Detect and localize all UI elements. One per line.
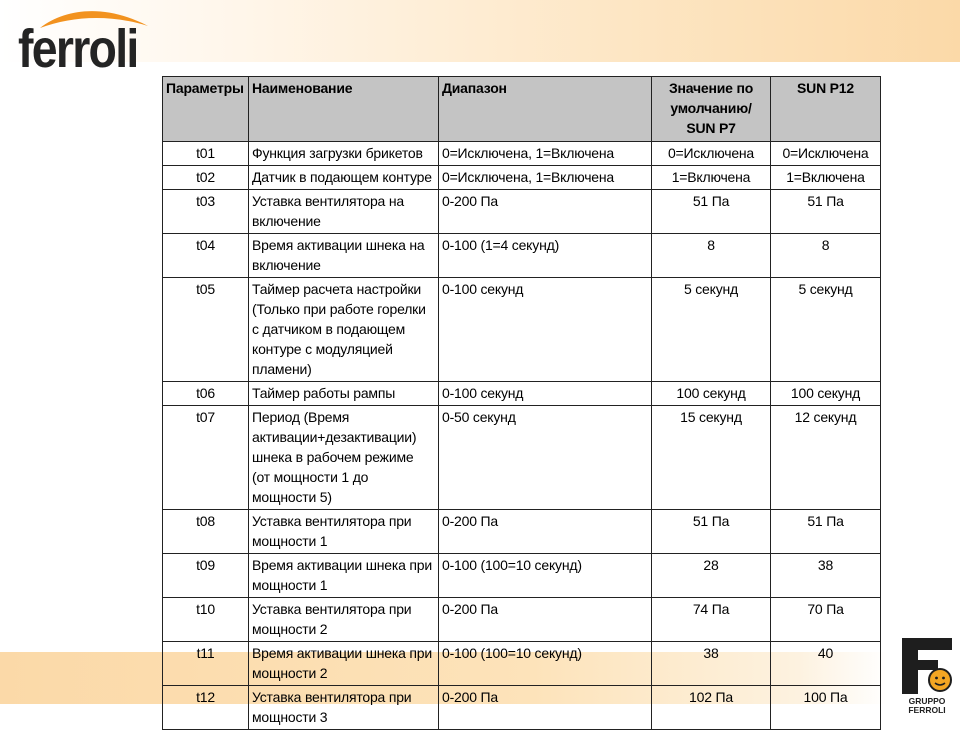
gruppo-ferroli-logo	[898, 636, 956, 716]
param-range: 0-200 Па	[439, 598, 652, 642]
parameters-table-container	[162, 76, 880, 725]
param-name: Уставка вентилятора на включение	[249, 190, 439, 234]
param-range: 0-200 Па	[439, 686, 652, 730]
param-name: Уставка вентилятора при мощности 2	[249, 598, 439, 642]
logo-wordmark: ferroli	[18, 19, 138, 79]
table-row	[163, 510, 881, 554]
header-parameters: Параметры	[163, 77, 249, 142]
param-name: Уставка вентилятора при мощности 3	[249, 686, 439, 730]
table-row	[163, 234, 881, 278]
param-range: 0-200 Па	[439, 510, 652, 554]
param-code: t10	[163, 598, 249, 642]
param-p12: 1=Включена	[771, 166, 881, 190]
table-row	[163, 166, 881, 190]
ferroli-logo	[6, 6, 162, 84]
param-code: t05	[163, 278, 249, 382]
header-name: Наименование	[249, 77, 439, 142]
param-range: 0-100 секунд	[439, 278, 652, 382]
table-row	[163, 382, 881, 406]
param-p12: 8	[771, 234, 881, 278]
param-range: 0-200 Па	[439, 190, 652, 234]
param-code: t02	[163, 166, 249, 190]
param-range: 0-50 секунд	[439, 406, 652, 510]
param-p12: 51 Па	[771, 190, 881, 234]
param-default-p7: 5 секунд	[652, 278, 771, 382]
table-row	[163, 190, 881, 234]
param-p12: 38	[771, 554, 881, 598]
header-p12: SUN P12	[771, 77, 881, 142]
param-p12: 70 Па	[771, 598, 881, 642]
brand-caption-line2: FERROLI	[908, 705, 946, 715]
param-range: 0=Исключена, 1=Включена	[439, 166, 652, 190]
brand-caption	[898, 697, 956, 715]
param-name: Таймер работы рампы	[249, 382, 439, 406]
param-range: 0-100 (100=10 секунд)	[439, 642, 652, 686]
param-default-p7: 102 Па	[652, 686, 771, 730]
param-range: 0-100 секунд	[439, 382, 652, 406]
param-p12: 40	[771, 642, 881, 686]
table-row	[163, 278, 881, 382]
param-default-p7: 51 Па	[652, 190, 771, 234]
brand-caption-line1: GRUPPO	[908, 696, 946, 706]
table-header-row	[163, 77, 881, 142]
table-row	[163, 642, 881, 686]
ferroli-f-mark-icon	[898, 636, 956, 696]
param-p12: 100 Па	[771, 686, 881, 730]
param-code: t03	[163, 190, 249, 234]
param-name: Функция загрузки брикетов	[249, 142, 439, 166]
param-default-p7: 51 Па	[652, 510, 771, 554]
table-row	[163, 406, 881, 510]
param-p12: 12 секунд	[771, 406, 881, 510]
param-default-p7: 74 Па	[652, 598, 771, 642]
param-code: t07	[163, 406, 249, 510]
param-code: t12	[163, 686, 249, 730]
param-default-p7: 8	[652, 234, 771, 278]
param-range: 0=Исключена, 1=Включена	[439, 142, 652, 166]
param-p12: 0=Исключена	[771, 142, 881, 166]
table-row	[163, 554, 881, 598]
param-default-p7: 100 секунд	[652, 382, 771, 406]
param-default-p7: 1=Включена	[652, 166, 771, 190]
header-default-p7: Значение по умолчанию/ SUN P7	[652, 77, 771, 142]
param-code: t11	[163, 642, 249, 686]
param-code: t08	[163, 510, 249, 554]
param-name: Таймер расчета настройки (Только при работе горелки с датчиком в подающем контуре с модуляцией пламени)	[249, 278, 439, 382]
param-name: Время активации шнека на включение	[249, 234, 439, 278]
param-code: t04	[163, 234, 249, 278]
table-row	[163, 598, 881, 642]
param-default-p7: 38	[652, 642, 771, 686]
param-p12: 51 Па	[771, 510, 881, 554]
param-default-p7: 15 секунд	[652, 406, 771, 510]
param-name: Период (Время активации+дезактивации) шнека в рабочем режиме (от мощности 1 до мощности 5)	[249, 406, 439, 510]
param-name: Датчик в подающем контуре	[249, 166, 439, 190]
param-name: Время активации шнека при мощности 1	[249, 554, 439, 598]
header-range: Диапазон	[439, 77, 652, 142]
table-row	[163, 142, 881, 166]
param-name: Время активации шнека при мощности 2	[249, 642, 439, 686]
param-default-p7: 0=Исключена	[652, 142, 771, 166]
param-code: t06	[163, 382, 249, 406]
param-range: 0-100 (100=10 секунд)	[439, 554, 652, 598]
table-row	[163, 686, 881, 730]
param-name: Уставка вентилятора при мощности 1	[249, 510, 439, 554]
param-default-p7: 28	[652, 554, 771, 598]
param-p12: 5 секунд	[771, 278, 881, 382]
param-range: 0-100 (1=4 секунд)	[439, 234, 652, 278]
param-code: t09	[163, 554, 249, 598]
param-p12: 100 секунд	[771, 382, 881, 406]
parameters-table	[162, 76, 881, 730]
param-code: t01	[163, 142, 249, 166]
